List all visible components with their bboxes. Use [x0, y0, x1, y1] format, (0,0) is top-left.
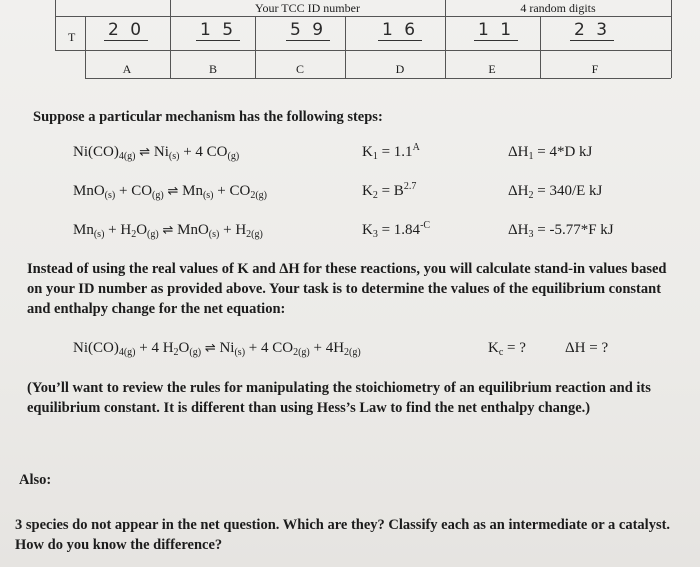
- also-label: Also:: [19, 472, 52, 488]
- col-f: F: [591, 62, 599, 76]
- stoichiometry-note: (You’ll want to review the rules for manipulating the stoichiometry of an equilibrium reaction and its equilibrium constant. It is different than using Hess’s Law to find the net enthalpy change.): [27, 380, 651, 416]
- step-1-equation: $Ni(CO)_{4(g)}$ ⇌ $Ni_{(s)} + 4$ $CO_{(g)}$: [73, 144, 240, 162]
- species-question: 3 species do not appear in the net question. Which are they? Classify each as an intermediate or a catalyst. How do you know the difference?: [15, 517, 671, 553]
- step-1-k: $K_1 = 1.1^A$: [362, 142, 420, 162]
- step-2-k: $K_2 = B^{2.7}$: [362, 181, 417, 201]
- col-a: A: [122, 62, 132, 76]
- col-d: D: [395, 62, 405, 76]
- value-a: 2 0: [104, 20, 148, 41]
- id-number-header: Your TCC ID number: [255, 1, 360, 15]
- intro-text: Suppose a particular mechanism has the following steps:: [33, 109, 383, 125]
- value-e: 1 1: [474, 20, 518, 41]
- random-digits-header: 4 random digits: [520, 1, 596, 15]
- row-label: T: [68, 30, 76, 44]
- step-2-equation: $MnO_{(s)} + CO_{(g)}$ ⇌ $Mn_{(s)} + CO_{2(g)}$: [73, 183, 267, 201]
- value-f: 2 3: [570, 20, 614, 41]
- col-e: E: [488, 62, 496, 76]
- net-dh: ΔH = ?: [565, 340, 609, 356]
- instructions-paragraph: Instead of using the real values of K and ΔH for these reactions, you will calculate stand-in values based on your ID number as provided above. Your task is to determine the values of the equilibrium constant and enthalpy change for the net equation:: [27, 261, 667, 317]
- net-kc: $K_c$ = ?: [488, 340, 526, 358]
- value-d: 1 6: [378, 20, 422, 41]
- net-equation: $Ni(CO)_{4(g)} + 4$ $H_2O_{(g)}$ ⇌ $Ni_{(s)} + 4$ $CO_{2(g)} + 4H_{2(g)}$: [73, 340, 361, 358]
- step-1-dh: $\Delta H_1 = 4*D$ kJ: [508, 144, 593, 162]
- value-b: 1 5: [196, 20, 240, 41]
- col-b: B: [208, 62, 217, 76]
- step-3-k: $K_3 = 1.84^{-C}$: [362, 220, 431, 240]
- col-c: C: [295, 62, 304, 76]
- value-c: 5 9: [286, 20, 330, 41]
- step-3-dh: $\Delta H_3 = -5.77*F$ kJ: [508, 222, 614, 240]
- step-3-equation: $Mn_{(s)} + H_2O_{(g)}$ ⇌ $MnO_{(s)} + H_{2(g)}$: [73, 222, 263, 240]
- step-2-dh: $\Delta H_2 = 340/E$ kJ: [508, 183, 603, 201]
